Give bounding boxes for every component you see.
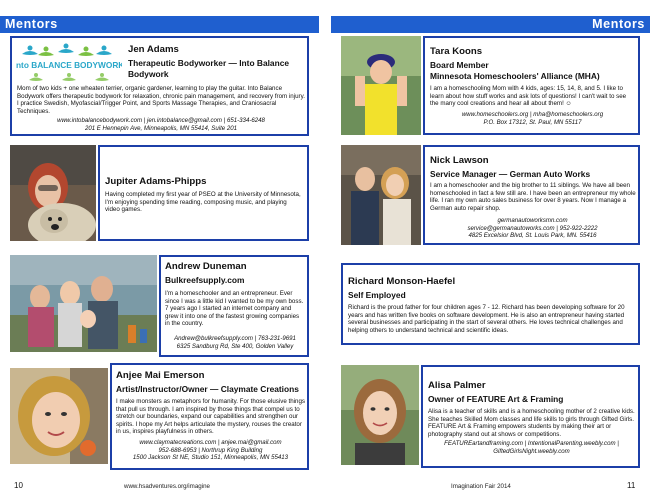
mentor-portrait-image xyxy=(341,365,419,465)
mentor-role: Bulkreefsupply.com xyxy=(165,275,245,285)
mentor-role: Service Manager — German Auto Works xyxy=(430,169,591,179)
mentor-name: Alisa Palmer xyxy=(428,380,486,391)
contact-line: Andrew@bulkreefsupply.com | 763-231-9691 xyxy=(174,335,296,342)
into-balance-logo xyxy=(16,40,122,84)
mentor-photo-andrew xyxy=(10,255,157,352)
mentor-card-alisa xyxy=(421,365,640,468)
contact-line: www.homeschoolers.org | mha@homeschoolers.org xyxy=(461,111,604,118)
mentor-name: Nick Lawson xyxy=(430,155,489,166)
section-header: Mentors xyxy=(331,16,650,33)
mentor-bio: Richard is the proud father for four children ages 7 - 12. Richard has been developing software for 20 years and has written five books on software development. He is also an entrepreneur having started several businesses and participating in the start of several others. He loves technical challenges and helping others to understand technical and scientific ideas. xyxy=(348,304,625,334)
mentor-contact xyxy=(427,217,638,240)
mentor-role: Board Member xyxy=(430,60,489,70)
mentor-name: Tara Koons xyxy=(430,46,483,57)
contact-line: www.claymatecreations.com | anjee.mai@gmail.com xyxy=(139,439,282,446)
mentor-contact xyxy=(425,440,638,455)
right-page xyxy=(331,0,650,502)
mentor-card-anjee xyxy=(110,363,309,470)
mentor-photo-tara xyxy=(341,36,421,135)
footer-event: Imagination Fair 2014 xyxy=(451,483,511,490)
contact-line: 1500 Jackson St NE, Studio 151, Minneapolis, MN 55413 xyxy=(132,454,289,462)
mentor-bio: Alisa is a teacher of skills and is a homeschooling mother of 2 creative kids. She teaches Skilled Mom classes and life skills to girls through Gifted Girls. FEATURE Art & Framing empowers students by making their art or photography stand out at shows or competitions. xyxy=(428,408,635,438)
mentor-name: Anjee Mai Emerson xyxy=(116,370,205,381)
mentor-bio: I make monsters as metaphors for humanity. For those elusive things that pull us through. I am inspired by those things that compel us to stretch our boundaries, expand our capabilities and strengthen our spirits. I hope my Art helps articulate the mystery, rouses the creator in us, inspires playfulness in others. xyxy=(116,398,306,436)
contact-line: 6325 Sandburg Rd, Ste 400, Golden Valley xyxy=(176,342,294,350)
mentor-card-richard xyxy=(341,263,640,345)
mentor-portrait-image xyxy=(341,36,421,135)
figures-logo-icon xyxy=(16,40,122,84)
footer-url: www.hsadventures.org/imagine xyxy=(124,483,210,490)
contact-line: 4825 Excelsior Blvd, St. Louis Park, MN. 55416 xyxy=(468,232,597,240)
left-page xyxy=(0,0,319,502)
mentor-role: Owner of FEATURE Art & Framing xyxy=(428,394,564,404)
mentor-contact xyxy=(114,439,307,462)
page-gutter xyxy=(319,0,331,502)
mentor-bio: I am a homeschooler and the big brother to 11 siblings. We have all been homeschooled in fact a few still are. I have been an entrepreneur my whole life. I ran my own auto sales business for over 8 years. Now I manage a German auto repair shop. xyxy=(430,182,636,212)
mentor-photo-alisa xyxy=(341,365,419,465)
family-photo-image xyxy=(10,255,157,352)
mentor-card-andrew xyxy=(159,255,309,357)
page-number: 10 xyxy=(14,481,23,490)
mentor-photo-jupiter xyxy=(10,145,96,241)
contact-line: FEATUREartandframing.com | IntentionalParenting.weebly.com | xyxy=(444,440,619,447)
contact-line: www.intobalancebodywork.com | jen.intobalance@gmail.com | 651-334-6248 xyxy=(57,117,265,124)
mentor-name: Andrew Duneman xyxy=(165,261,247,272)
mentor-name: Jupiter Adams-Phipps xyxy=(105,176,207,187)
contact-line: 201 E Hennepin Ave, Minneapolis, MN 55414, Suite 201 xyxy=(84,124,238,132)
mentor-organization: Minnesota Homeschoolers' Alliance (MHA) xyxy=(430,71,600,81)
contact-line: GiftedGirlsNight.weebly.com xyxy=(493,447,570,455)
contact-line: service@germanautoworks.com | 952-922-2222 xyxy=(467,224,598,232)
mentor-bio: Having completed my first year of PSEO at the University of Minnesota, I'm enjoying spending time reading, composing music, and playing video games. xyxy=(105,191,301,214)
mentor-role: Therapeutic Bodyworker — Into Balance Bodywork xyxy=(128,58,290,79)
couple-photo-image xyxy=(341,145,421,245)
contact-line: P.O. Box 17312, St. Paul, MN 55117 xyxy=(483,118,582,126)
mentor-card-tara xyxy=(423,36,640,135)
mentor-bio: I am a homeschooling Mom with 4 kids, ages: 15, 14, 8, and 5. I like to learn about how stuff works and ask lots of questions! I can't wait to see the many cool creations and hear all about them! ☺ xyxy=(430,85,627,108)
svg-text:into BALANCE BODYWORK: into BALANCE BODYWORK xyxy=(16,60,122,70)
mentor-contact xyxy=(163,335,307,350)
mentor-name: Jen Adams xyxy=(128,44,179,55)
mentor-role: Artist/Instructor/Owner — Claymate Creations xyxy=(116,384,299,394)
mentor-name: Richard Monson-Haefel xyxy=(348,276,456,287)
mentor-card-jupiter xyxy=(98,145,309,241)
mentor-contact xyxy=(427,111,638,126)
contact-line: germanautoworksmn.com xyxy=(497,217,568,224)
portrait-with-dog-image xyxy=(10,145,96,241)
mentor-role: Self Employed xyxy=(348,290,406,300)
mentor-bio: Mom of two kids + one wheaten terrier, organic gardener, learning to play the guitar. Into Balance Bodywork offers therapeutic bodywork for relaxation, chronic pain management, and recovery from injury. I practice Swedish, Myofascial/Trigger Point, and Sports Massage Therapies, and Craniosacral Techniques. xyxy=(17,85,305,115)
mentor-photo-anjee xyxy=(10,368,108,464)
mentor-contact xyxy=(16,117,306,132)
mentor-photo-nick xyxy=(341,145,421,245)
section-header: Mentors xyxy=(0,16,319,33)
artist-portrait-image xyxy=(10,368,108,464)
page-number: 11 xyxy=(627,481,636,490)
contact-line: 952-688-6953 | Northrup King Building xyxy=(158,446,263,454)
mentor-card-jen-adams xyxy=(10,36,309,136)
mentor-bio: I'm a homeschooler and an entrepreneur. Ever since I was a little kid I wanted to be my own boss. 7 years ago I started an internet company and grew it into one of the fastest growing companies in the country. xyxy=(165,290,304,328)
mentor-card-nick xyxy=(423,145,640,245)
